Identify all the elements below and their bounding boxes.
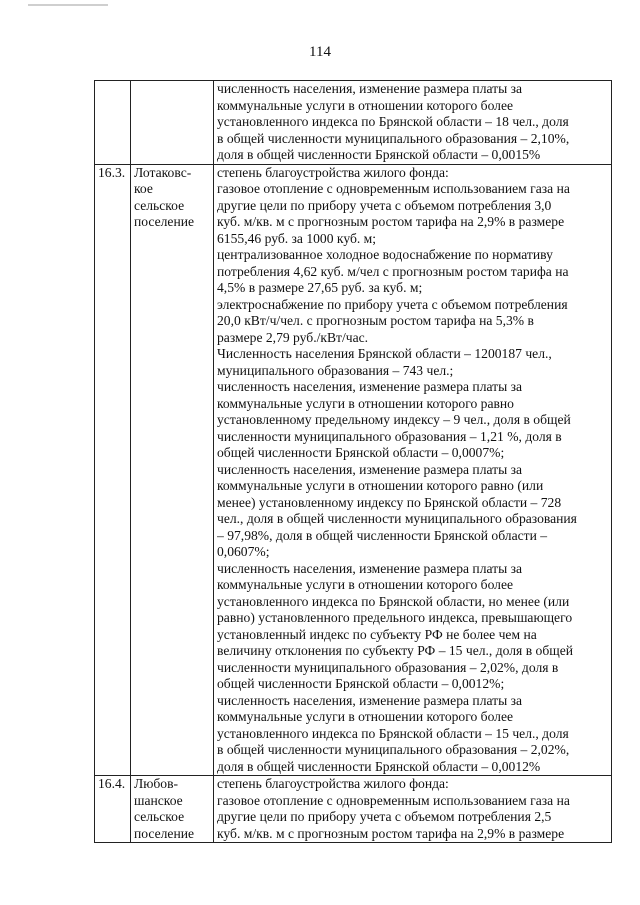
description-line: степень благоустройства жилого фонда: — [217, 164, 449, 180]
description-cell — [214, 776, 612, 843]
description-line: доля в общей численности Брянской области – 0,0015% — [217, 147, 541, 162]
row-number-cell: 16.3. — [95, 164, 131, 776]
row-number-cell — [95, 81, 131, 165]
description-line: равно) установленного предельного индекса, превышающего — [217, 610, 573, 625]
settlement-name-line: шанское — [134, 792, 183, 808]
page-number: 114 — [309, 44, 331, 60]
description-line: доля в общей численности Брянской области – 0,0012% — [217, 758, 541, 774]
description-line: установленного индекса по Брянской области, но менее (или — [217, 593, 570, 609]
row-number-cell: 16.4. — [95, 776, 131, 843]
description-line: численность населения, изменение размера платы за — [217, 379, 523, 394]
description-line: 0,0607%; — [217, 544, 270, 559]
settlement-name-line: Любов- — [134, 776, 179, 791]
description-line: численности муниципального образования – 1,21 %, доля в — [217, 428, 562, 444]
description-line: другие цели по прибору учета с объемом потребления 3,0 — [217, 197, 552, 213]
description-cell — [214, 81, 612, 165]
description-line: установленный индекс по субъекту РФ не более чем на — [217, 626, 537, 642]
description-line: в общей численности муниципального образования – 2,10%, — [217, 130, 570, 146]
description-line: коммунальные услуги в отношении которого равно — [217, 395, 514, 411]
settlement-name-cell — [131, 164, 214, 776]
description-line: численность населения, изменение размера платы за — [217, 81, 523, 96]
description-line: коммунальные услуги в отношении которого более — [217, 709, 514, 724]
description-line: потребления 4,62 куб. м/чел с прогнозным ростом тарифа на — [217, 263, 569, 279]
description-line: установленного индекса по Брянской области – 18 чел., доля — [217, 114, 569, 129]
description-line: величину отклонения по субъекту РФ – 15 чел., доля в общей — [217, 643, 574, 658]
table-row — [95, 164, 612, 776]
settlement-name-cell — [131, 81, 214, 165]
description-line: численность населения, изменение размера платы за — [217, 461, 523, 477]
description-line: газовое отопление с одновременным использованием газа на — [217, 792, 570, 808]
description-line: электроснабжение по прибору учета с объемом потребления — [217, 296, 568, 312]
description-line: установленному предельному индексу – 9 чел., доля в общей — [217, 412, 571, 427]
description-line: размере 2,79 руб./кВт/час. — [217, 329, 369, 345]
description-line: численность населения, изменение размера платы за — [217, 692, 523, 708]
description-line: общей численности Брянской области – 0,0007%; — [217, 445, 505, 460]
description-line: куб. м/кв. м с прогнозным ростом тарифа на 2,9% в размере — [217, 825, 565, 841]
table-row — [95, 776, 612, 843]
settlement-name-line: сельское — [134, 197, 185, 213]
settlement-name-line: поселение — [134, 825, 195, 841]
description-line: коммунальные услуги в отношении которого более — [217, 577, 514, 592]
description-line: газовое отопление с одновременным использованием газа на — [217, 181, 570, 196]
description-line: в общей численности муниципального образования – 2,02%, — [217, 742, 570, 757]
description-line: другие цели по прибору учета с объемом потребления 2,5 — [217, 809, 552, 824]
description-cell — [214, 164, 612, 776]
description-line: численности муниципального образования – 2,02%, доля в — [217, 659, 559, 675]
description-line: 6155,46 руб. за 1000 куб. м; — [217, 230, 377, 246]
scan-artifact-mark — [28, 4, 108, 6]
description-line: общей численности Брянской области – 0,0012%; — [217, 676, 505, 691]
description-line: установленного индекса по Брянской области – 15 чел., доля — [217, 725, 569, 741]
description-line: степень благоустройства жилого фонда: — [217, 776, 449, 791]
settlement-name-line: кое — [134, 181, 153, 196]
description-line: Численность населения Брянской области – 1200187 чел., — [217, 346, 552, 361]
description-line: муниципального образования – 743 чел.; — [217, 362, 454, 378]
description-line: – 97,98%, доля в общей численности Брянской области – — [217, 527, 548, 543]
tariff-table — [94, 80, 612, 843]
description-line: коммунальные услуги в отношении которого равно (или — [217, 478, 544, 493]
description-line: централизованное холодное водоснабжение по нормативу — [217, 247, 553, 262]
description-line: коммунальные услуги в отношении которого более — [217, 97, 514, 113]
table-row — [95, 81, 612, 165]
settlement-name-cell — [131, 776, 214, 843]
description-line: численность населения, изменение размера платы за — [217, 560, 523, 576]
description-line: чел., доля в общей численности муниципального образования — [217, 511, 577, 526]
description-line: 20,0 кВт/ч/чел. с прогнозным ростом тарифа на 5,3% в — [217, 313, 534, 328]
settlement-name-line: поселение — [134, 214, 195, 229]
description-line: менее) установленному индексу по Брянской области – 728 — [217, 494, 562, 510]
description-line: куб. м/кв. м с прогнозным ростом тарифа на 2,9% в размере — [217, 214, 565, 229]
settlement-name-line: сельское — [134, 809, 185, 824]
description-line: 4,5% в размере 27,65 руб. за куб. м; — [217, 280, 423, 295]
settlement-name-line: Лотаковс- — [134, 164, 192, 180]
